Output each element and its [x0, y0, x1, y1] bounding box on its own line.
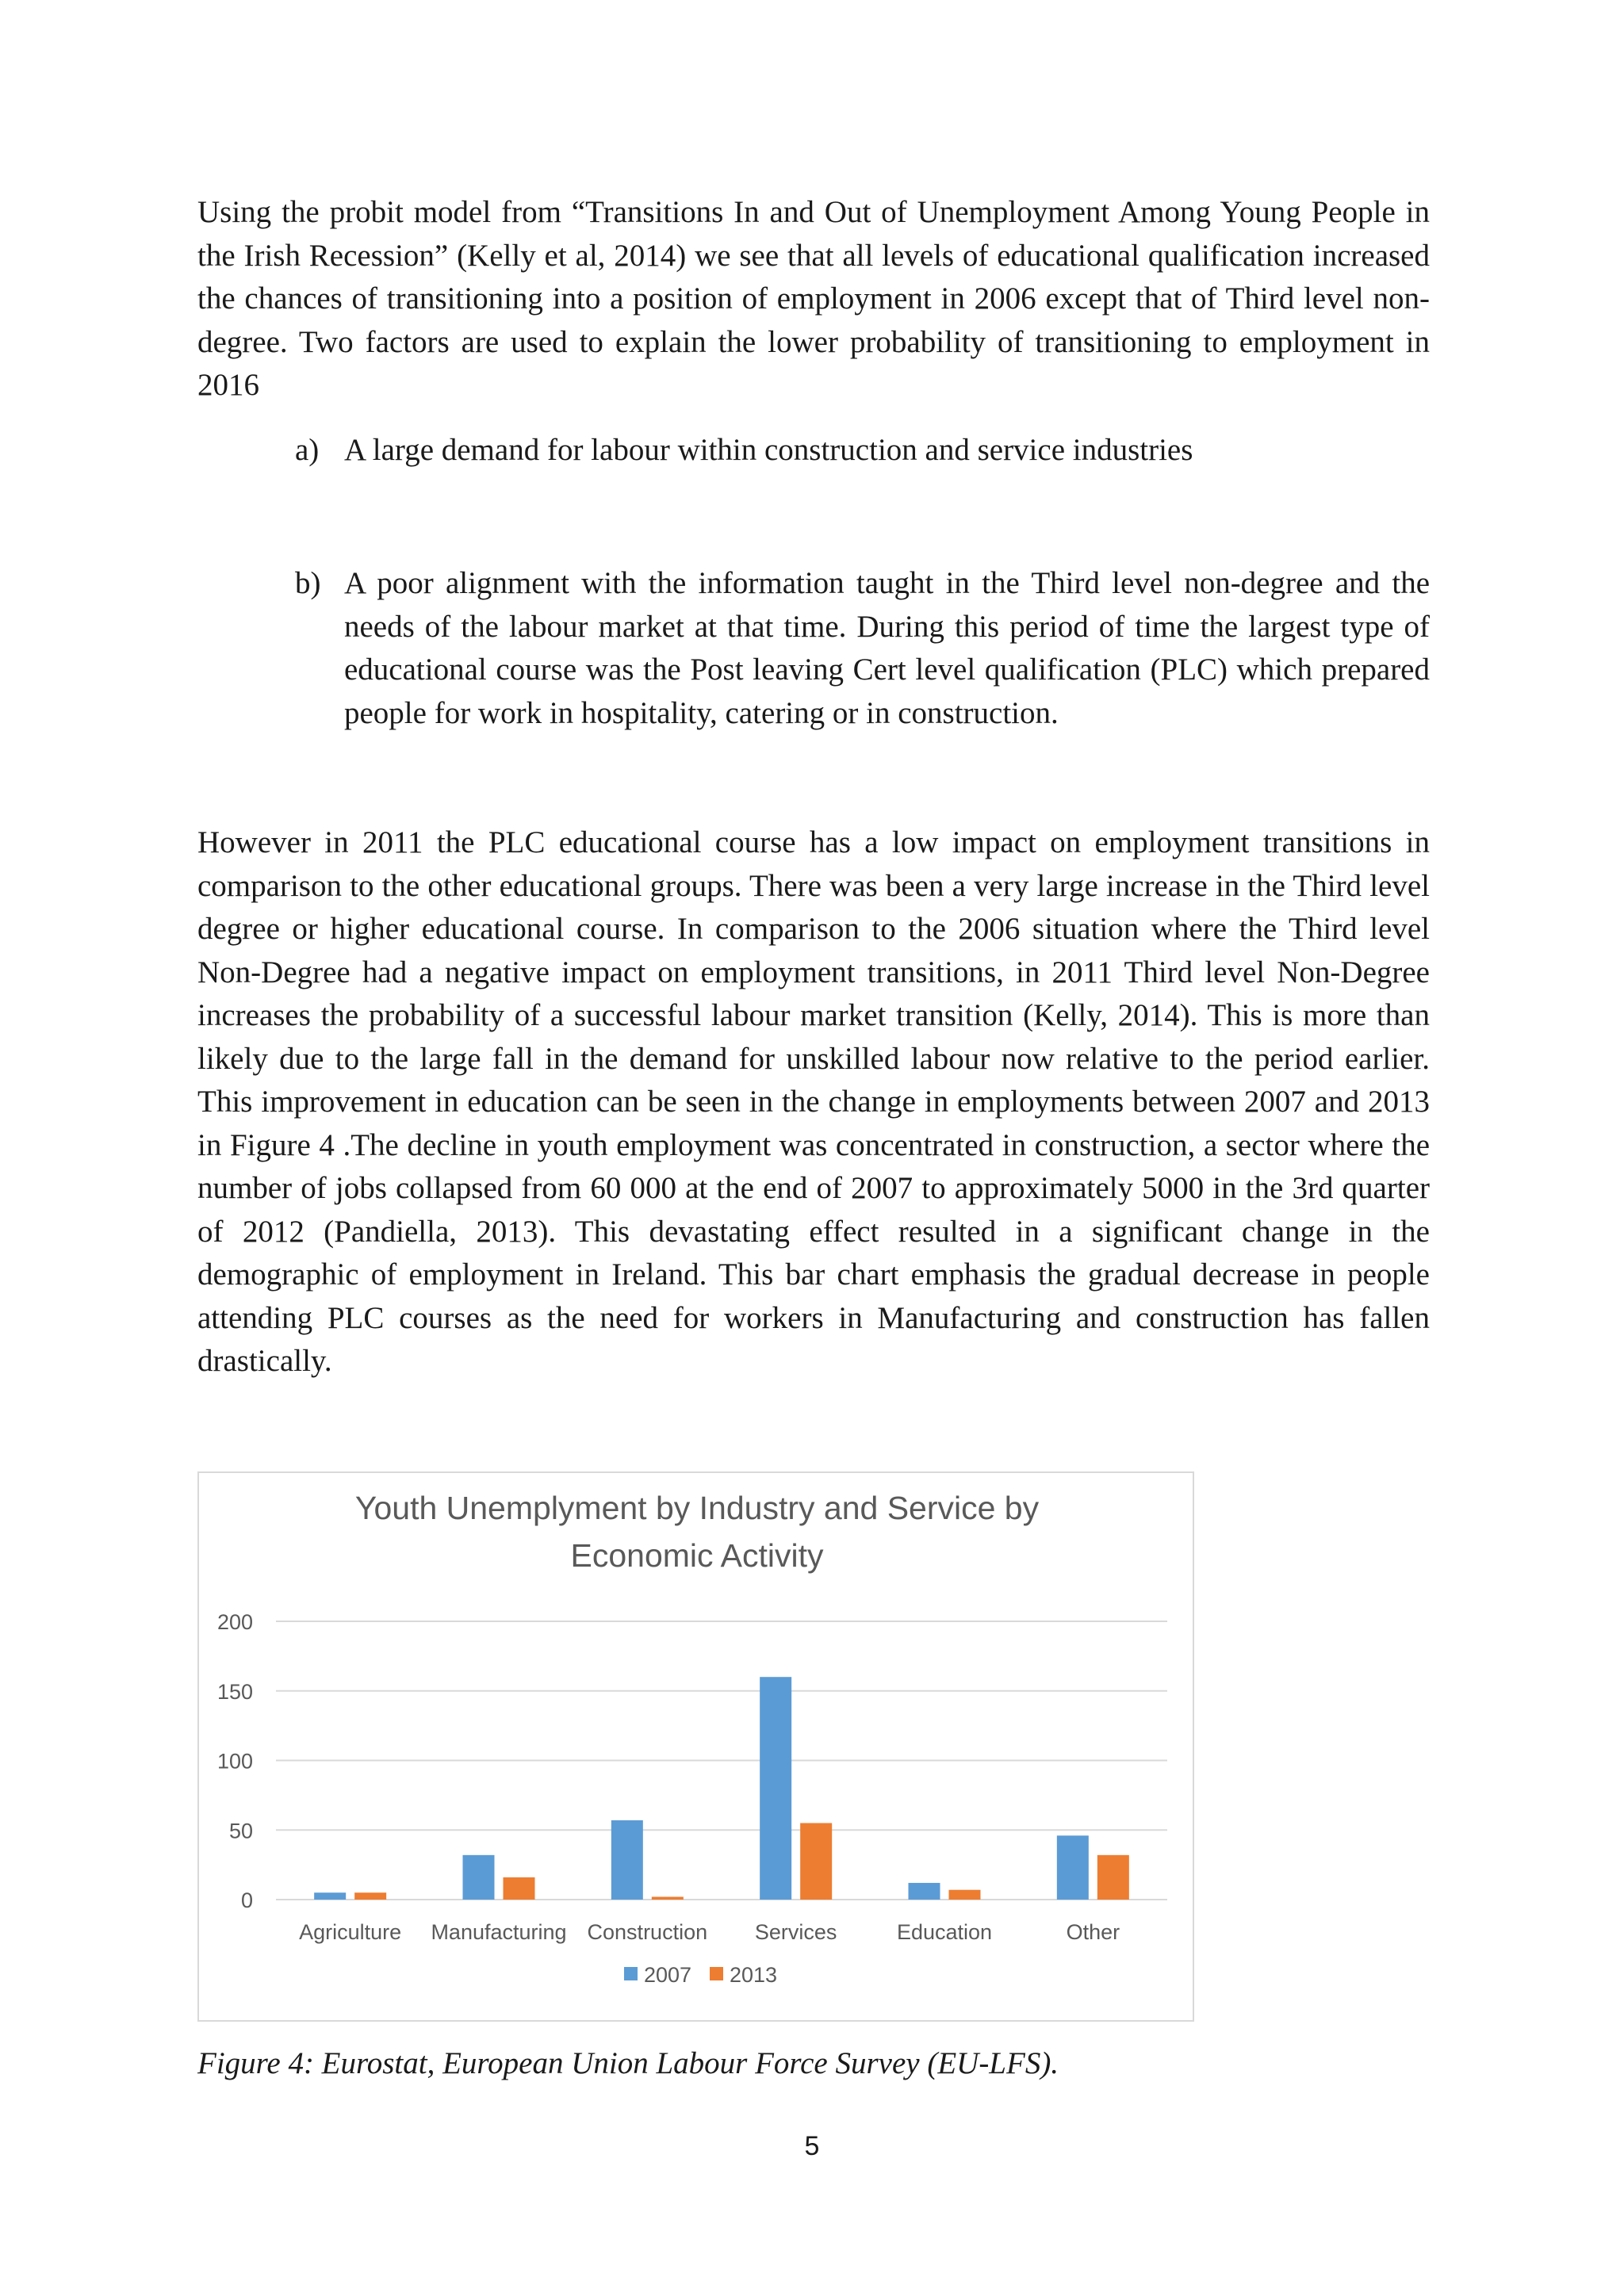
y-tick-label: 150 — [216, 1679, 253, 1704]
y-tick-label: 100 — [216, 1749, 253, 1774]
x-tick-label: Construction — [587, 1920, 708, 1944]
intro-paragraph: Using the probit model from “Transitions In and Out of Unemployment Among Young People in the Irish Recession” (Kelly et al, 2014) we see that all levels of educational qualification increased the chances of transitioning into a position of employment in 2006 except that of Third level non-degree. Two factors are used to explain the lower probability of transitioning to employment in 2016 — [197, 195, 1430, 402]
bar-2013-manufacturing — [504, 1877, 535, 1900]
y-tick-label: 200 — [216, 1610, 253, 1634]
bar-2013-other — [1097, 1855, 1129, 1900]
factor-text: A large demand for labour within construction and service industries — [344, 433, 1193, 467]
x-tick-label: Other — [1066, 1920, 1120, 1944]
chart-title: Youth Unemplyment by Industry and Service by — [354, 1490, 1040, 1526]
figure-caption: Figure 4: Eurostat, European Union Labour Force Survey (EU-LFS). — [197, 2046, 1059, 2080]
bar-2013-services — [800, 1823, 832, 1900]
legend-swatch-2013 — [710, 1967, 723, 1980]
factor-marker: b) — [295, 566, 321, 600]
bar-2013-education — [949, 1890, 981, 1900]
factor-item-b — [295, 562, 1430, 735]
legend-swatch-2007 — [624, 1967, 638, 1980]
x-tick-label: Agriculture — [299, 1920, 402, 1944]
y-tick-label: 0 — [240, 1888, 253, 1912]
legend-label: 2007 — [644, 1963, 692, 1987]
y-tick-label: 50 — [228, 1819, 253, 1843]
bar-2007-education — [909, 1883, 940, 1900]
chart-container — [197, 1471, 1194, 2022]
legend-label: 2013 — [730, 1963, 778, 1987]
bar-2007-manufacturing — [463, 1855, 495, 1900]
discussion-paragraph: However in 2011 the PLC educational course has a low impact on employment transitions in comparison to the other educational groups. There was been a very large increase in the Third level degree or higher educational course. In comparison to the 2006 situation where the Third level Non-Degree had a negative impact on employment transitions, in 2011 Third level Non-Degree increases the probability of a successful labour market transition (Kelly, 2014). This is more than likely due to the large fall in the demand for unskilled labour now relative to the period earlier. This improvement in education can be seen in the change in employments between 2007 and 2013 in Figure 4 .The decline in youth employment was concentrated in construction, a sector where the number of jobs collapsed from 60 000 at the end of 2007 to approximately 5000 in the 3rd quarter of 2012 (Pandiella, 2013). This devastating effect resulted in a significant change in the demographic of employment in Ireland. This bar chart emphasis the gradual decrease in people attending PLC courses as the need for workers in Manufacturing and construction has fallen drastically. — [197, 825, 1430, 1378]
bar-2013-agriculture — [354, 1892, 386, 1900]
bar-2007-agriculture — [314, 1892, 346, 1900]
chart-title: Economic Activity — [570, 1537, 824, 1574]
x-tick-label: Education — [896, 1920, 993, 1944]
factor-item-a — [295, 429, 1430, 473]
bar-2007-services — [760, 1677, 791, 1900]
x-tick-label: Services — [754, 1920, 837, 1944]
x-tick-label: Manufacturing — [431, 1920, 567, 1944]
bar-2013-construction — [652, 1896, 684, 1900]
factor-marker: a) — [295, 433, 320, 467]
bar-2007-construction — [611, 1820, 643, 1900]
page-number: 5 — [804, 2131, 820, 2161]
bar-chart — [199, 1473, 1196, 2023]
factor-text: A poor alignment with the information taught in the Third level non-degree and the needs of the labour market at that time. During this period of time the largest type of educational course was the Post leaving Cert level qualification (PLC) which prepared people for work in hospitality, catering or in construction. — [344, 566, 1430, 730]
bar-2007-other — [1057, 1835, 1089, 1900]
